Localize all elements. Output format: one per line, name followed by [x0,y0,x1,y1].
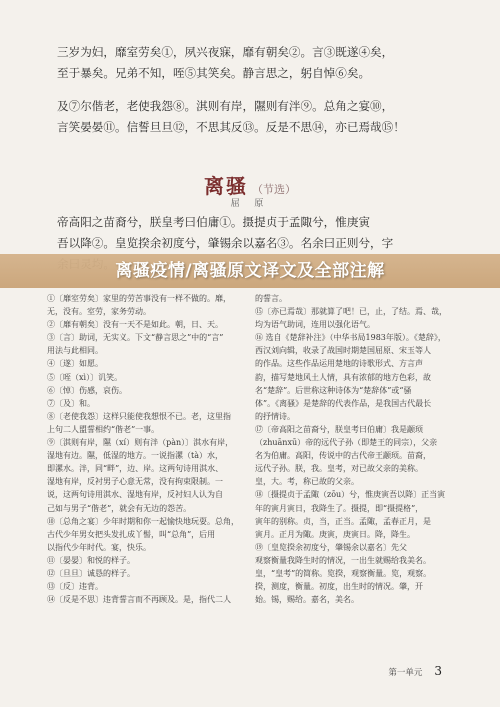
note-line: 均为语气助词，连用以强化语气。 [255,320,375,330]
note-line: 古代少年男女把头发扎成丫髻，叫“总角”，后用 [47,529,216,539]
section-title [0,170,500,199]
note-line: 说，这两句诗用淇水、湿地有岸，反衬妇人认为自 [47,490,223,500]
note-line: 寅年的别称。贞，当，正当。孟陬，孟春正月，是 [255,516,431,526]
poem-line: 及⑦尔偕老，老使我怨⑧。淇则有岸，隰则有泮⑨。总角之宴⑩， [57,99,394,113]
note-line: ⑬〔反〕违背。 [47,582,103,592]
poem-line: 至于暴矣。兄弟不知，咥⑤其笑矣。静言思之，躬自悼⑥矣。 [57,66,371,80]
note-line: 韵，描写楚地风土人情，具有浓郁的地方色彩，故 [255,372,431,382]
note-line: ⑱〔摄提贞于孟陬（zōu）兮，惟庚寅吾以降〕正当寅 [255,490,446,500]
poem-line: 三岁为妇，靡室劳矣①，夙兴夜寐，靡有朝矣②。言③既遂④矣， [57,45,394,59]
note-line: 即漯水。泮，同“畔”，边、岸。这两句诗用淇水、 [47,464,224,474]
notes-left-column [47,292,243,606]
notes-right-column [255,292,459,606]
note-line: ⑫〔旦旦〕诚恳的样子。 [47,568,135,578]
note-line: 名为伯庸。高阳，传说中的古代帝王颛顼。苗裔， [255,451,431,461]
unit-label: 第一单元 [388,668,423,678]
note-line: 体”。《离骚》是楚辞的代表作品，是我国古代最长 [255,398,432,408]
note-line: 以指代少年时代。宴，快乐。 [47,542,151,552]
note-line: 西汉刘向辑，收录了战国时期楚国屈原、宋玉等人 [255,346,431,356]
note-line: 年的寅月寅日，我降生了。摄提，即“摄提格”， [255,503,424,513]
page-footer [388,664,442,678]
note-line: 寅月。正月为陬。庚寅，庚寅日。降，降生。 [255,529,415,539]
poem-line: 吾以降②。皇览揆余初度兮，肇锡余以嘉名③。名余曰正则兮，字 [57,236,394,250]
banner-title: 离骚疫情/离骚原文译文及全部注解 [115,261,385,281]
section-title-main: 离骚 [204,174,248,198]
note-line: 皇，大。考，称已故的父亲。 [255,477,359,487]
note-line: ⑭〔反是不思〕违背誓言而不再顾及。是，指代二人 [47,595,231,605]
note-line: 远代子孙。朕，我。皇考，对已故父亲的美称。 [255,464,423,474]
author-name: 屈 原 [230,199,270,209]
note-line: ⑩〔总角之宴〕少年时期和你一起愉快地玩耍。总角， [47,516,239,526]
note-line: ①〔靡室劳矣〕家里的劳苦事没有一样不做的。靡， [47,294,231,303]
poem-stanza-top [57,42,457,84]
note-line: 始。锡，赐给。嘉名，美名。 [255,595,359,605]
note-line: ⑮〔亦已焉哉〕那就算了吧！已，止，了结。焉、哉， [255,307,447,317]
note-line: （zhuānxū）帝的远代子孙（即楚王的同宗），父亲 [255,438,438,448]
note-line: ④〔遂〕如愿。 [47,359,103,369]
note-line: ⑤〔咥（xì）〕讥笑。 [47,372,123,382]
section-title-sub: （节选） [252,183,296,196]
note-line: 上句二人盟誓相约“偕老”一事。 [47,424,160,434]
note-line: ⑥〔悼〕伤感，哀伤。 [47,385,127,395]
note-line: 用法与此相同。 [47,346,103,356]
note-line: 皇，“皇考”的简称。览揆，观察衡量。览，观察。 [255,568,432,578]
note-line: 的抒情诗。 [255,411,295,421]
note-line: ⑲〔皇览揆余初度兮，肇锡余以嘉名〕先父 [255,542,407,552]
poem-stanza-second [57,96,457,138]
note-line: 观察衡量我降生时的情况，一出生就赐给我美名。 [255,555,431,565]
page-number: 3 [434,664,442,678]
note-line: 己如与男子“偕老”，就会有无边的怨苦。 [47,503,192,513]
note-line: ⑪〔晏晏〕和悦的样子。 [47,555,135,565]
poem-line: 言笑晏晏⑪。信誓旦旦⑫，不思其反⑬。反是不思⑭，亦已焉哉⑮！ [57,120,405,134]
note-line: ⑰〔帝高阳之苗裔兮，朕皇考曰伯庸〕我是颛顼 [255,424,423,434]
note-line: 名“楚辞”。后世称这种诗体为“楚辞体”或“骚 [255,385,412,395]
note-line: ⑯ 选自《楚辞补注》（中华书局1983年版）。《楚辞》， [255,333,446,343]
note-line: 湿地有边。隰，低湿的地方。一说指漯（tà）水， [47,451,223,461]
note-line: ③〔言〕助词，无实义。下文“静言思之”中的“言” [47,333,224,343]
note-line: 的作品。这些作品运用楚地的诗歌形式、方言声 [255,359,423,369]
note-line: 无，没有。室劳，家务劳动。 [47,307,151,317]
note-line: ⑦〔及〕和。 [47,398,95,408]
note-line: ⑧〔老使我怨〕这样只能使我想恨不已。老，这里指 [47,411,231,421]
note-line: ②〔靡有朝矣〕没有一天不是如此。朝，日、天。 [47,320,223,330]
note-line: ⑨〔淇则有岸，隰（xí）则有泮（pàn）〕淇水有岸， [47,438,234,448]
note-line: 揆，测度，衡量。初度，出生时的情况。肇，开 [255,582,423,592]
note-line: 湿地有岸，反衬男子心意无常，没有拘束限制。一 [47,477,223,487]
poem-line: 帝高阳之苗裔兮，朕皇考曰伯庸①。摄提贞于孟陬兮，惟庚寅 [57,215,371,229]
note-line: 的誓言。 [255,294,287,303]
